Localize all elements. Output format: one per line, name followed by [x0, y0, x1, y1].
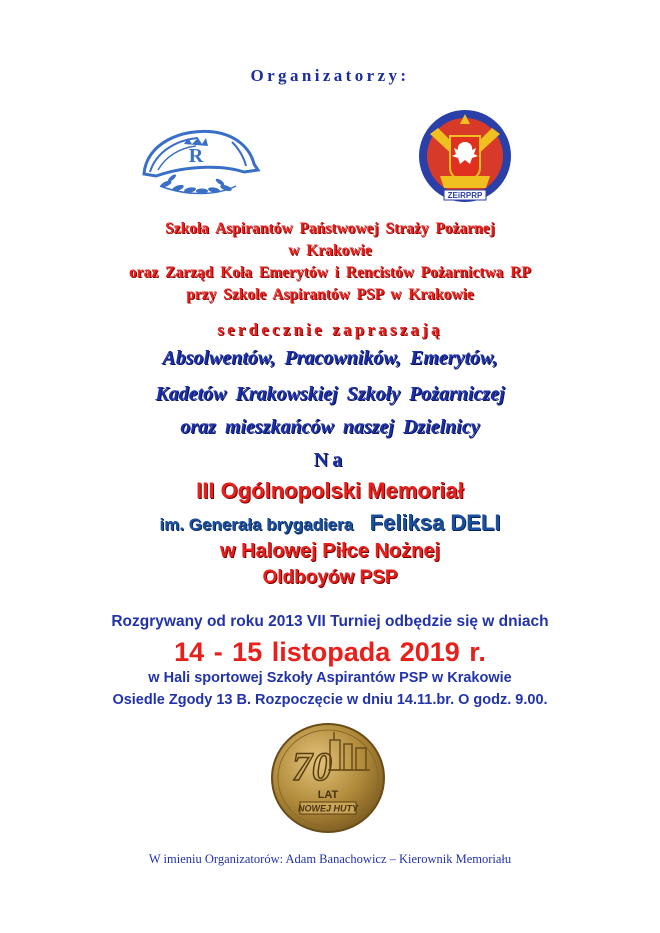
emblem-text: ZEiRPRP	[447, 191, 483, 200]
firefighter-helmet-icon	[136, 122, 266, 202]
medal-number: 70	[292, 744, 332, 789]
guest-line: Kadetów Krakowskiej Szkoły Pożarniczej	[155, 383, 505, 405]
event-date: 14 - 15 listopada 2019 r.	[174, 637, 486, 667]
medal-text-line2: NOWEJ HUTY	[297, 803, 359, 814]
organizer-line: oraz Zarząd Koła Emerytów i Rencistów Pożarnictwa RP	[129, 264, 531, 281]
organizers-heading: Organizatorzy:	[250, 66, 410, 85]
guest-line: oraz mieszkańców naszej Dzielnicy	[180, 416, 480, 438]
event-discipline: w Halowej Piłce Nożnej	[219, 540, 441, 562]
organizer-line: przy Szkole Aspirantów PSP w Krakowie	[186, 286, 474, 303]
organizer-line: w Krakowie	[288, 242, 372, 259]
footer-signature: W imieniu Organizatorów: Adam Banachowicz – Kierownik Memoriału	[148, 852, 512, 866]
na-text: Na	[313, 449, 347, 471]
guest-line: Absolwentów, Pracowników, Emerytów,	[162, 347, 498, 369]
fire-brigade-eagle-emblem-icon	[410, 106, 520, 206]
anniversary-medal-icon	[268, 722, 388, 834]
medal-text-line1: LAT	[317, 789, 339, 801]
venue-line: w Hali sportowej Szkoły Aspirantów PSP w Krakowie	[148, 670, 512, 686]
played-since-text: Rozgrywany od roku 2013 VII Turniej odbędzie się w dniach	[111, 613, 549, 630]
invite-text: serdecznie zapraszają	[217, 320, 443, 339]
event-category: Oldboyów PSP	[262, 567, 398, 588]
organizer-line: Szkoła Aspirantów Państwowej Straży Pożarnej	[165, 220, 495, 237]
venue-line: Osiedle Zgody 13 B. Rozpoczęcie w dniu 14.11.br. O godz. 9.00.	[112, 692, 548, 708]
event-patron	[0, 510, 660, 536]
helmet-letter: R	[188, 145, 204, 167]
event-title: III Ogólnopolski Memoriał	[196, 478, 464, 503]
patron-name: Feliksa DELI	[369, 510, 501, 535]
patron-prefix: im. Generała brygadiera	[159, 515, 354, 534]
